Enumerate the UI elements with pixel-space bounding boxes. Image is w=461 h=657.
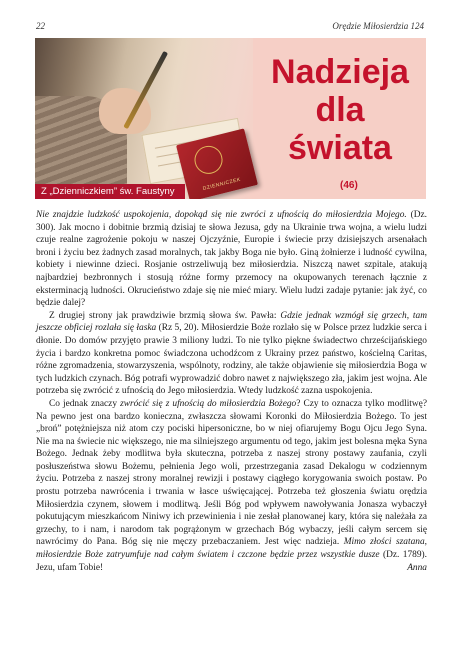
paragraph-2-text: (Rz 5, 20). Miłosierdzie Boże rozlało się w Polsce przez ludzkie serca i dłonie. Do domów przyjęto prawie 3 miliony ludzi. To nie tylko piękne świadectwo chrześcijańskiego życia i bardzo konkretna pomoc świadczona uchodźcom z Ukrainy przez państwo, kościelną Caritas, różne zgromadzenia, stowarzyszenia, wspólnoty, rodziny, ale także objawienie się miłosierdzia Boga w tych ludzkich czynach. Bóg potrafi wyprowadzić dobro nawet z największego zła, jakim jest wojna. Ale potrzeba się zwrócić z ufnością do Jego miłosierdzia. Wtedy ludzkość zazna uspokojenia.	[36, 323, 427, 397]
page-number: 22	[36, 21, 45, 31]
paragraph-2-start: Z drugiej strony jak prawdziwie brzmią słowa św. Pawła:	[49, 310, 281, 321]
paragraph-1-text: (Dz. 300). Jak mocno i dobitnie brzmią dzisiaj te słowa Jezusa, gdy na Ukrainie trwa wojna, a wielu ludzi czuje realne zagrożenie pokoju w naszej Ojczyźnie, Europie i świecie przy dzisiejszych arsenałach broni i życiu bez żadnych zasad moralnych, tak jakby Boga nie było. Giną żołnierze i ludność cywilna, kobiety i niewinne dzieci. Rosjanie ostrzeliwują bez miłosierdzia. Niszczą nawet szpitale, atakują najbardziej bezbronnych i stosują różne formy przemocy na okupowanych terenach łącznie z eksterminacją ludności. Okrucieństwo zdaje się nie mieć miary. Wielu ludzi zadaje pytanie: jak żyć, co będzie dalej?	[36, 210, 427, 309]
title-line-2: dla	[315, 91, 365, 129]
quote-romans: Gdzie jednak wzmógł się grzech, tam jeszcze obficiej rozlała się łaska	[36, 310, 427, 334]
paragraph-2	[36, 310, 427, 398]
banner-photo	[35, 38, 253, 199]
article-body	[36, 209, 427, 574]
paragraph-3	[36, 398, 427, 574]
author-signature: Anna	[407, 562, 427, 573]
title-line-3: świata	[288, 129, 392, 167]
section-caption: Z „Dzienniczkiem” św. Faustyny	[35, 184, 185, 199]
title-line-1: Nadzieja	[271, 53, 409, 91]
quote-trust: zwrócić się z ufnością do miłosierdzia Bożego	[120, 398, 297, 409]
quote-diary-1789: Mimo złości szatana, miłosierdzie Boże zatryumfuje nad całym światem i czczone będzie przez wszystkie dusze	[36, 537, 427, 561]
book-cover-text: DZIENNICZEK	[202, 176, 242, 193]
article-title	[259, 53, 421, 167]
paragraph-3-text: ? Czy to oznacza tylko modlitwę? Na pewno jest ona bardzo konieczna, zwłaszcza słowami Koronki do Miłosierdzia Bożego. To jest „broń” potężniejsza niż atom czy pociski hipersoniczne, bo w niej ofiarujemy Bogu Ojcu Jego Syna. Nie ma na świecie nic większego, nie ma silniejszego argumentu od tego, jakim jest bolesna męka Syna Bożego. Jednak żeby modlitwa była skuteczna, potrzeba z naszej strony postawy zaufania, czyli posłuszeństwa słowu Bożemu, pełnienia Jego woli, przestrzegania zasad Dekalogu w codziennym życiu. Potrzeba z naszej strony moralnej rewizji i postawy ciągłego korygowania swoich postaw. Po prostu potrzeba nawrócenia i trwania w łasce uświęcającej. Potrzeba też głoszenia światu orędzia Miłosierdzia czynem, słowem i modlitwą. Jeśli Bóg pod wpływem nawoływania Jonasza wybaczył pokutującym mieszkańcom Niniwy ich przewinienia i nie zesłał planowanej kary, która się należała za grzechy, to i nam, i narodom tak pogrążonym w grzechach Bóg wybaczy, jeśli całym sercem się nawrócimy do Pana. Bóg się nie męczy przebaczaniem. Jest więc nadzieja.	[36, 398, 427, 548]
paragraph-1	[36, 209, 427, 310]
paragraph-3-start: Co jednak znaczy	[49, 398, 121, 409]
article-banner	[35, 38, 426, 199]
running-header: Orędzie Miłosierdzia 124	[332, 21, 424, 31]
paragraph-3-end: (Dz. 1789). Jezu, ufam Tobie!	[36, 550, 427, 573]
series-number: (46)	[340, 180, 358, 191]
book-emblem	[192, 143, 226, 177]
quote-diary-300: Nie znajdzie ludzkość uspokojenia, dopokąd się nie zwróci z ufnością do miłosierdzia Mojego.	[36, 210, 407, 220]
